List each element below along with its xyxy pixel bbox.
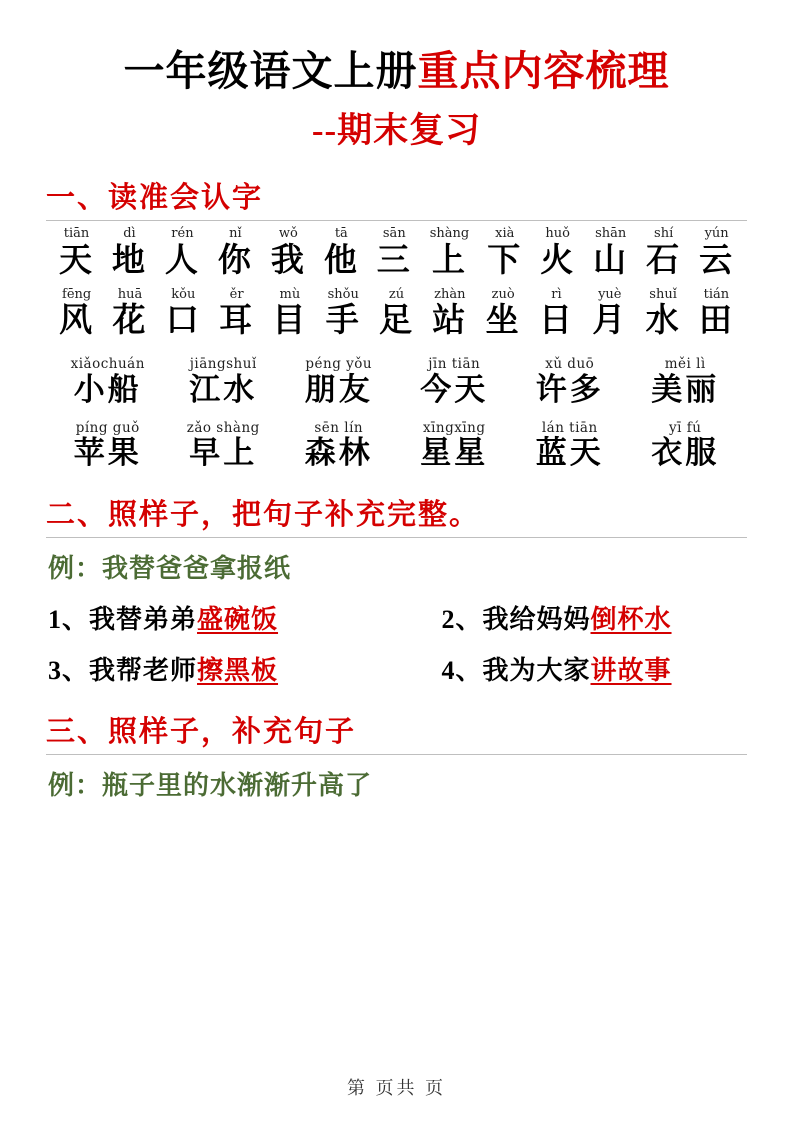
section2-row-2 <box>48 650 747 687</box>
word-cell <box>512 421 628 470</box>
character-list <box>46 227 747 470</box>
section-heading-1: 一、读准会认字 <box>46 182 264 215</box>
pinyin: ěr <box>229 287 244 303</box>
character-cell <box>637 227 690 278</box>
hanzi: 我 <box>270 242 306 279</box>
hanzi: 今天 <box>420 371 489 407</box>
hanzi: 人 <box>164 242 200 279</box>
pinyin: kǒu <box>171 287 196 303</box>
pinyin: tián <box>703 287 730 303</box>
section-heading-2: 二、照样子，把句子补充完整。 <box>46 498 481 531</box>
pinyin: fēng <box>62 287 92 303</box>
hanzi: 朋友 <box>304 371 373 407</box>
character-cell <box>315 227 368 278</box>
pinyin: shí <box>654 226 674 242</box>
hanzi: 早上 <box>189 435 258 471</box>
hanzi: 他 <box>323 242 359 279</box>
character-cell <box>530 288 583 339</box>
hanzi: 田 <box>698 303 734 340</box>
exercise-item <box>48 650 398 687</box>
hanzi: 站 <box>432 303 468 340</box>
section3-example: 例：瓶子里的水渐渐升高了 <box>48 770 373 800</box>
hanzi: 水 <box>645 303 681 340</box>
hanzi: 许多 <box>535 371 604 407</box>
hanzi: 天 <box>58 242 94 279</box>
character-cell <box>263 288 316 339</box>
word-row <box>46 357 747 406</box>
hanzi: 下 <box>487 242 523 279</box>
word-cell <box>50 421 166 470</box>
exercise-prefix: 3、我帮老师 <box>48 655 198 685</box>
character-cell <box>157 288 210 339</box>
character-cell <box>103 227 156 278</box>
pinyin: xià <box>495 226 515 242</box>
word-cell <box>397 421 513 470</box>
exercise-answer: 盛碗饭 <box>197 604 279 634</box>
hanzi: 风 <box>59 303 95 340</box>
divider-1 <box>46 220 747 221</box>
hanzi: 云 <box>699 242 735 279</box>
word-cell <box>628 421 744 470</box>
hanzi: 小船 <box>73 371 142 407</box>
pinyin: xǔ duō <box>545 356 595 373</box>
pinyin: shuǐ <box>649 287 677 303</box>
pinyin: shān <box>595 226 627 242</box>
divider-3 <box>46 754 747 755</box>
hanzi: 目 <box>272 303 308 340</box>
exercise-item <box>398 650 748 687</box>
character-cell <box>478 227 531 278</box>
pinyin: měi lì <box>664 356 706 373</box>
pinyin: zú <box>388 287 405 303</box>
character-cell <box>477 288 530 339</box>
exercise-prefix: 1、我替弟弟 <box>48 604 198 634</box>
character-cell <box>690 288 743 339</box>
hanzi: 花 <box>112 303 148 340</box>
page-title <box>46 46 747 97</box>
pinyin: sēn lín <box>314 419 364 436</box>
pinyin: píng guǒ <box>75 419 140 436</box>
character-cell <box>421 227 478 278</box>
hanzi: 火 <box>540 242 576 279</box>
divider-2 <box>46 537 747 538</box>
word-cell <box>628 357 744 406</box>
pinyin: rén <box>171 226 194 242</box>
word-cell <box>281 357 397 406</box>
page-subtitle: --期末复习 <box>311 111 482 151</box>
hanzi: 坐 <box>485 303 521 340</box>
pinyin: huǒ <box>545 226 570 242</box>
pinyin: mù <box>279 287 301 303</box>
character-cell <box>690 227 743 278</box>
character-cell <box>368 227 421 278</box>
pinyin: yuè <box>598 287 622 303</box>
character-cell <box>636 288 689 339</box>
hanzi: 蓝天 <box>535 435 604 471</box>
pinyin: tiān <box>63 226 90 242</box>
pinyin: dì <box>123 226 136 242</box>
word-cell <box>166 421 282 470</box>
hanzi: 江水 <box>189 371 258 407</box>
pinyin: péng yǒu <box>305 356 373 373</box>
character-row <box>46 227 747 278</box>
pinyin: rì <box>551 287 562 303</box>
character-cell <box>103 288 156 339</box>
pinyin: shǒu <box>327 287 359 303</box>
character-cell <box>50 227 103 278</box>
character-cell <box>317 288 370 339</box>
character-row <box>46 288 747 339</box>
page-footer: 第 页共 页 <box>347 1078 446 1098</box>
exercise-prefix: 4、我为大家 <box>441 655 591 685</box>
word-row <box>46 421 747 470</box>
pinyin: zhàn <box>434 287 466 303</box>
title-red-part: 重点内容梳理 <box>417 48 670 94</box>
hanzi: 上 <box>432 242 468 279</box>
character-cell <box>583 288 636 339</box>
pinyin: shàng <box>429 226 470 242</box>
pinyin: nǐ <box>229 226 242 242</box>
character-cell <box>370 288 423 339</box>
hanzi: 苹果 <box>73 435 142 471</box>
character-cell <box>262 227 315 278</box>
word-cell <box>166 357 282 406</box>
hanzi: 耳 <box>219 303 255 340</box>
pinyin: tā <box>334 226 348 242</box>
word-cell <box>50 357 166 406</box>
exercise-answer: 擦黑板 <box>197 655 279 685</box>
pinyin: lán tiān <box>541 419 598 436</box>
character-cell <box>423 288 476 339</box>
character-cell <box>209 227 262 278</box>
hanzi: 三 <box>376 242 412 279</box>
section2-row-1 <box>48 599 747 636</box>
hanzi: 日 <box>538 303 574 340</box>
hanzi: 星星 <box>420 435 489 471</box>
hanzi: 足 <box>379 303 415 340</box>
pinyin: xīngxīng <box>422 419 486 436</box>
pinyin: huā <box>117 287 143 303</box>
hanzi: 山 <box>593 242 629 279</box>
word-cell <box>512 357 628 406</box>
character-cell <box>156 227 209 278</box>
title-black-part: 一年级语文上册 <box>123 48 418 94</box>
hanzi: 你 <box>217 242 253 279</box>
hanzi: 美丽 <box>651 371 720 407</box>
exercise-item <box>48 599 398 636</box>
hanzi: 森林 <box>304 435 373 471</box>
pinyin: wǒ <box>278 226 298 242</box>
character-cell <box>50 288 103 339</box>
hanzi: 月 <box>592 303 628 340</box>
section2-example: 例：我替爸爸拿报纸 <box>48 553 292 583</box>
exercise-item <box>398 599 748 636</box>
character-cell <box>210 288 263 339</box>
word-cell <box>281 421 397 470</box>
pinyin: xiǎochuán <box>70 356 145 373</box>
character-cell <box>531 227 584 278</box>
character-cell <box>584 227 637 278</box>
hanzi: 地 <box>111 242 147 279</box>
pinyin: jīn tiān <box>428 356 481 373</box>
pinyin: zǎo shàng <box>186 419 260 436</box>
pinyin: yún <box>704 226 729 242</box>
hanzi: 衣服 <box>651 435 720 471</box>
pinyin: jiāngshuǐ <box>189 356 257 373</box>
hanzi: 口 <box>165 303 201 340</box>
pinyin: zuò <box>491 287 515 303</box>
exercise-answer: 倒杯水 <box>590 604 672 634</box>
hanzi: 手 <box>325 303 361 340</box>
pinyin: sān <box>382 226 406 242</box>
hanzi: 石 <box>646 242 682 279</box>
exercise-answer: 讲故事 <box>590 655 672 685</box>
exercise-prefix: 2、我给妈妈 <box>441 604 591 634</box>
pinyin: yī fú <box>669 419 702 436</box>
word-cell <box>397 357 513 406</box>
section-heading-3: 三、照样子，补充句子 <box>46 715 357 748</box>
